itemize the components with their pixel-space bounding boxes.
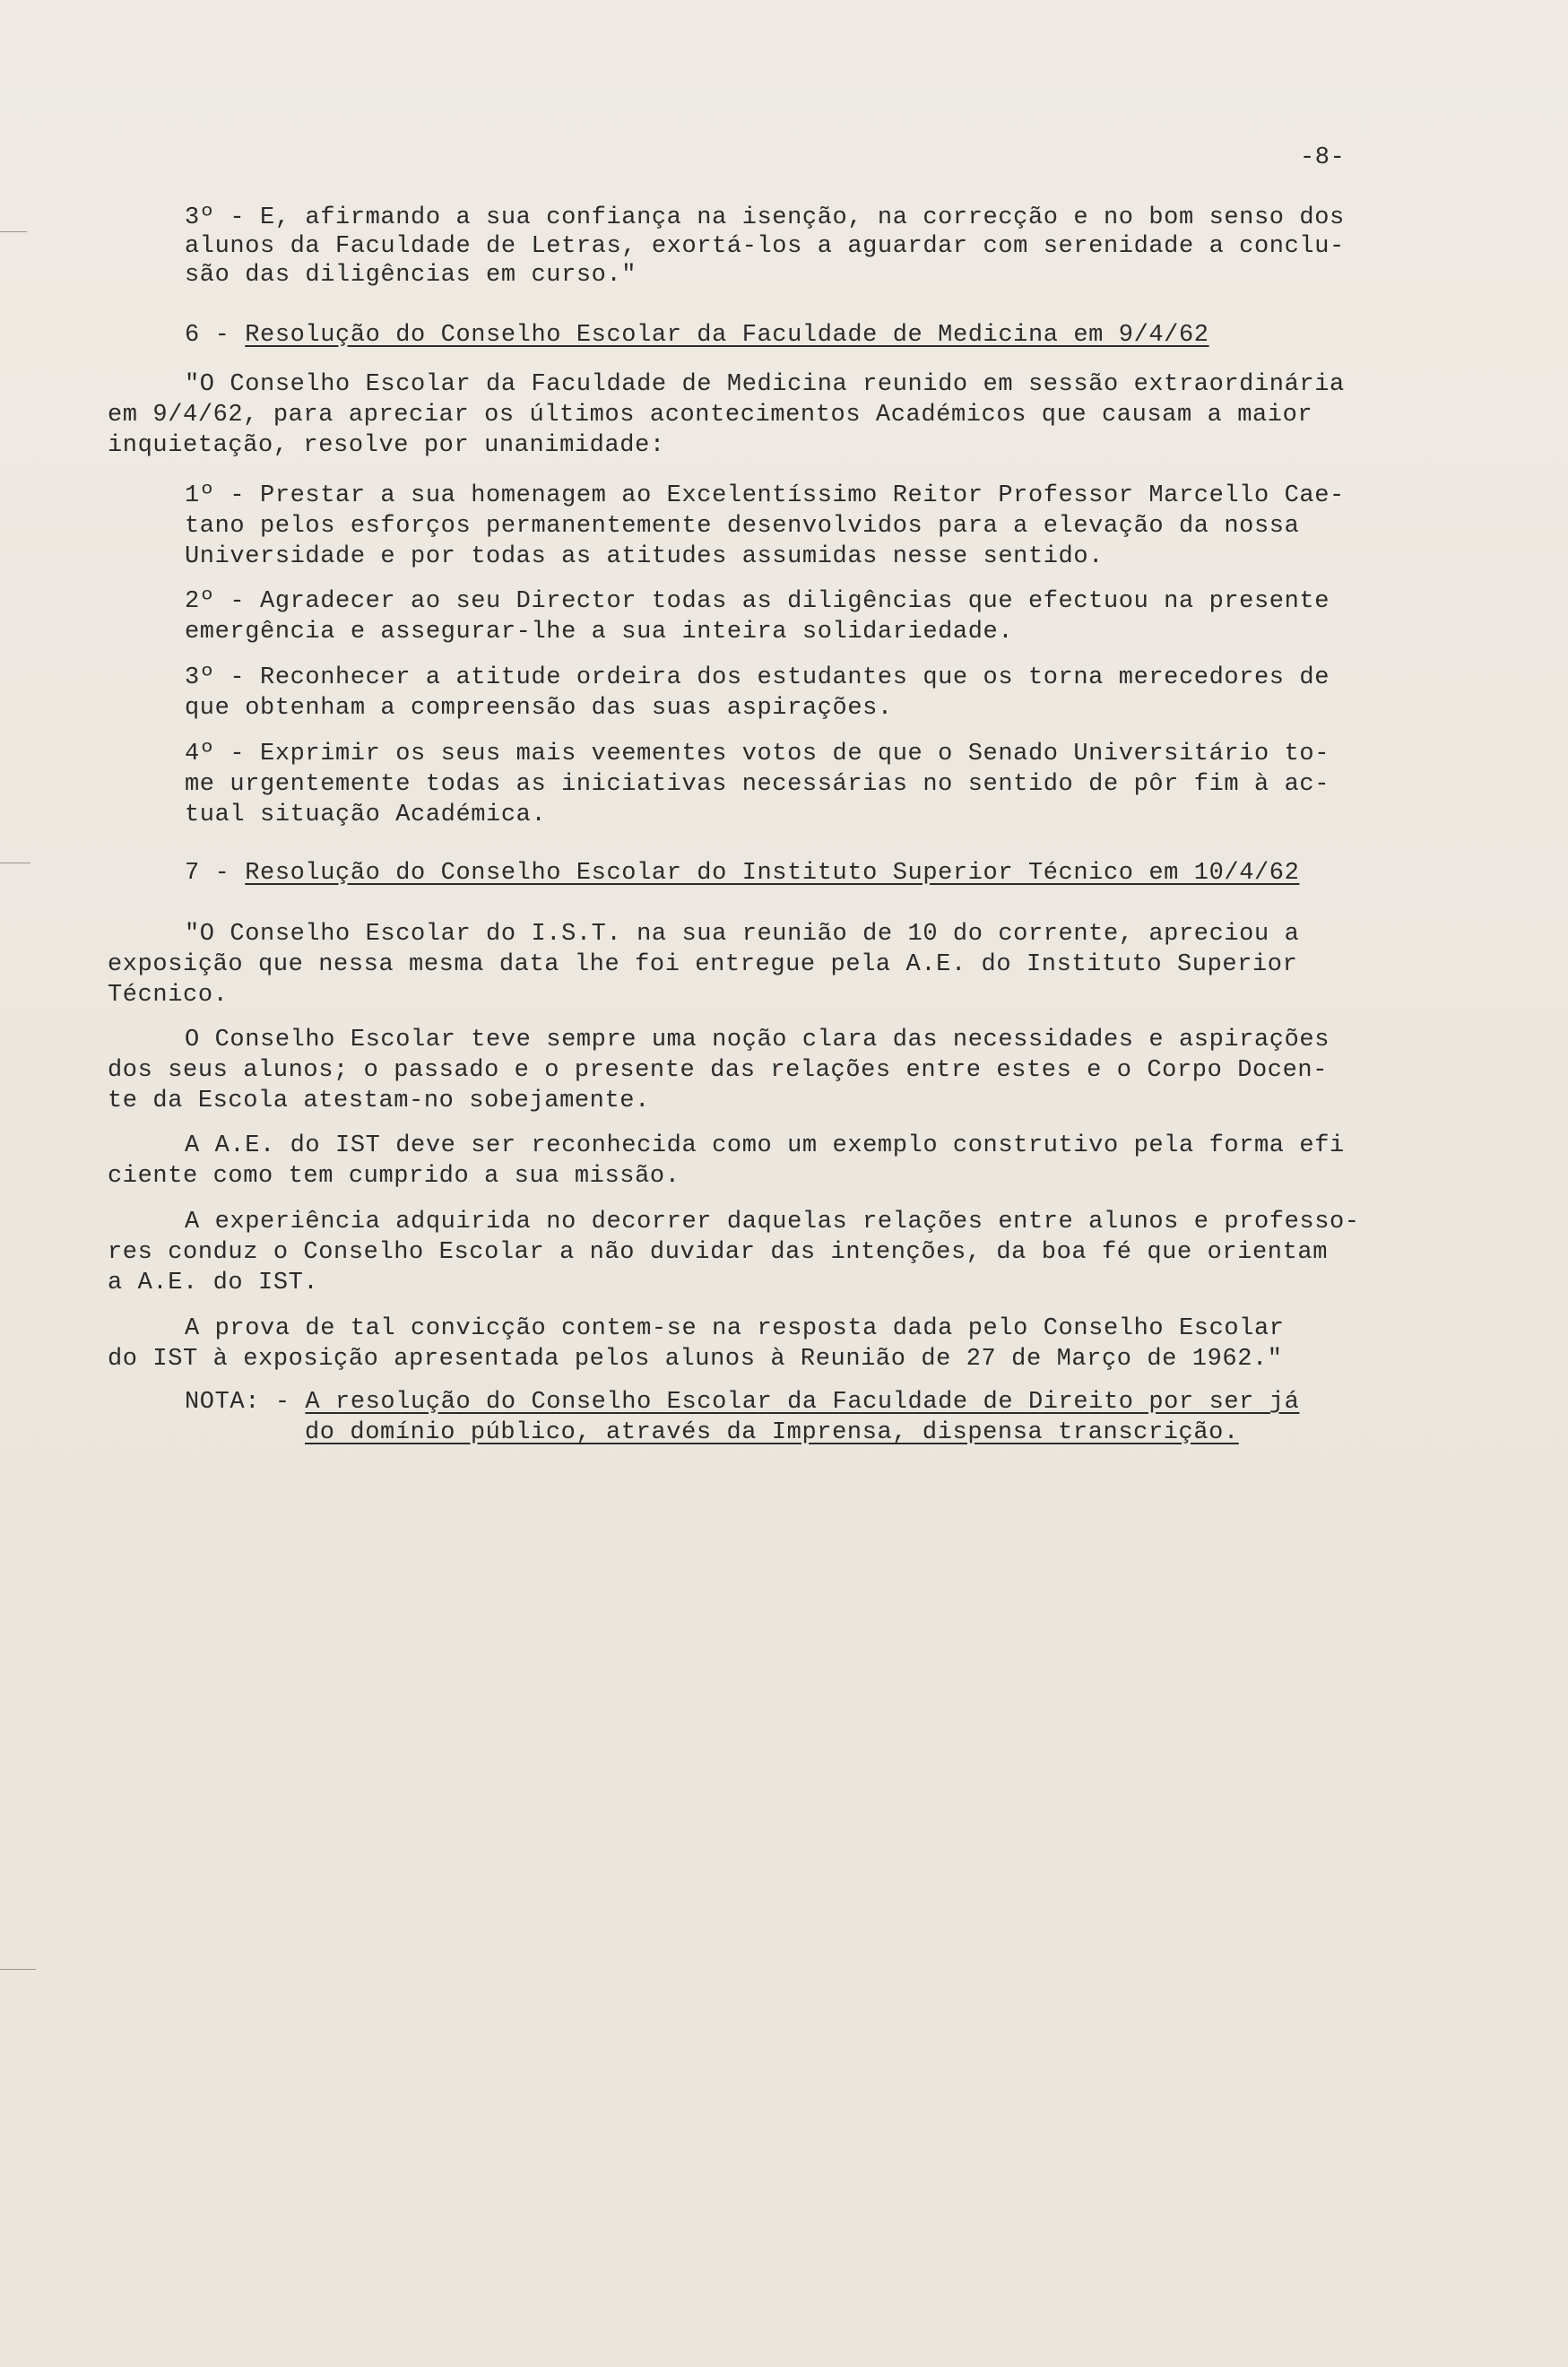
section-7-paragraph-line: A A.E. do IST deve ser reconhecida como um exemplo construtivo pela forma efi [185, 1132, 1345, 1159]
section-7-title: Resolução do Conselho Escolar do Instituto Superior Técnico em 10/4/62 [245, 860, 1300, 887]
section-3-line: 3º - E, afirmando a sua confiança na isenção, na correcção e no bom senso dos [185, 204, 1345, 231]
note-line-1 [185, 1388, 1299, 1417]
section-7-paragraph-line: O Conselho Escolar teve sempre uma noção clara das necessidades e aspirações [185, 1027, 1330, 1053]
section-7-number: 7 - [185, 860, 246, 887]
section-6-item-line: Universidade e por todas as atitudes assumidas nesse sentido. [185, 543, 1104, 570]
section-7-paragraph-line: dos seus alunos; o passado e o presente das relações entre estes e o Corpo Docen- [108, 1057, 1329, 1084]
note-label: NOTA: - [185, 1389, 306, 1416]
margin-mark [0, 1969, 36, 1970]
section-7-paragraph-line: exposição que nessa mesma data lhe foi entregue pela A.E. do Instituto Superior [108, 951, 1298, 978]
section-6-item-line: 4º - Exprimir os seus mais veementes votos de que o Senado Universitário to- [185, 741, 1330, 767]
section-7-paragraph-line: "O Conselho Escolar do I.S.T. na sua reunião de 10 do corrente, apreciou a [185, 921, 1300, 948]
section-6-heading [185, 321, 1209, 350]
section-6-item-line: 3º - Reconhecer a atitude ordeira dos estudantes que os torna merecedores de [185, 664, 1330, 691]
section-6-item-line: tano pelos esforços permanentemente desenvolvidos para a elevação da nossa [185, 513, 1300, 540]
section-7-paragraph-line: ciente como tem cumprido a sua missão. [108, 1163, 680, 1190]
section-7-paragraph-line: Técnico. [108, 982, 229, 1009]
section-6-item-line: que obtenham a compreensão das suas aspirações. [185, 695, 893, 722]
section-7-paragraph-line: do IST à exposição apresentada pelos alunos à Reunião de 27 de Março de 1962." [108, 1346, 1283, 1373]
section-7-paragraph-line: res conduz o Conselho Escolar a não duvidar das intenções, da boa fé que orientam [108, 1239, 1329, 1266]
section-6-item-line: emergência e assegurar-lhe a sua inteira solidariedade. [185, 619, 1014, 646]
section-6-intro-line: "O Conselho Escolar da Faculdade de Medicina reunido em sessão extraordinária [185, 371, 1345, 398]
section-6-item-line: tual situação Académica. [185, 802, 547, 828]
section-3-line: são das diligências em curso." [185, 262, 637, 289]
section-3-line: alunos da Faculdade de Letras, exortá-los a aguardar com serenidade a conclu- [185, 233, 1345, 260]
section-7-paragraph-line: A prova de tal convicção contem-se na resposta dada pelo Conselho Escolar [185, 1315, 1285, 1342]
page-number: -8- [1300, 144, 1346, 171]
section-7-heading [185, 859, 1299, 888]
section-7-paragraph-line: A experiência adquirida no decorrer daquelas relações entre alunos e professo- [185, 1209, 1360, 1236]
section-7-paragraph-line: te da Escola atestam-no sobejamente. [108, 1088, 650, 1114]
section-6-intro-line: inquietação, resolve por unanimidade: [108, 432, 665, 459]
section-6-number: 6 - [185, 322, 246, 349]
section-7-paragraph-line: a A.E. do IST. [108, 1270, 319, 1296]
section-6-item-line: 1º - Prestar a sua homenagem ao Excelentíssimo Reitor Professor Marcello Cae- [185, 482, 1345, 509]
section-6-item-line: 2º - Agradecer ao seu Director todas as diligências que efectuou na presente [185, 588, 1330, 615]
note-text-2: do domínio público, através da Imprensa, dispensa transcrição. [305, 1419, 1239, 1446]
note-text-1: A resolução do Conselho Escolar da Faculdade de Direito por ser já [305, 1389, 1300, 1416]
section-6-title: Resolução do Conselho Escolar da Faculdade de Medicina em 9/4/62 [245, 322, 1209, 349]
section-6-intro-line: em 9/4/62, para apreciar os últimos acontecimentos Académicos que causam a maior [108, 402, 1313, 429]
margin-mark [0, 231, 27, 232]
section-6-item-line: me urgentemente todas as iniciativas necessárias no sentido de pôr fim à ac- [185, 771, 1330, 798]
